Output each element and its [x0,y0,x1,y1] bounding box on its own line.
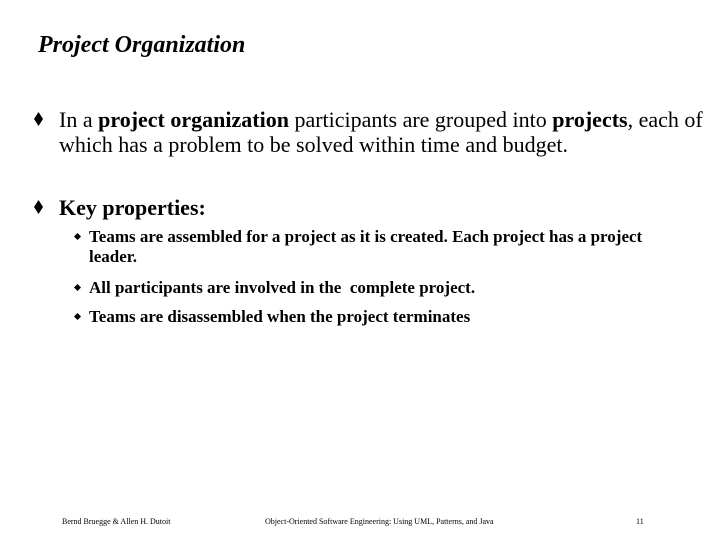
bullet-text: In a project organization participants are grouped into projects, each of which has a problem to be solved within time and budget. [59,107,703,157]
footer-book-title: Object-Oriented Software Engineering: Using UML, Patterns, and Java [265,517,494,526]
square-bullet-icon [74,284,81,291]
subbullet-text: All participants are involved in the complete project. [89,278,476,297]
square-bullet-icon [74,313,81,320]
footer-authors: Bernd Bruegge & Allen H. Dutoit [62,517,171,526]
diamond-bullet-icon [34,200,43,214]
subbullet-text: Teams are disassembled when the project terminates [89,307,471,326]
slide-title: Project Organization [38,32,246,58]
footer-page-number: 11 [636,517,644,526]
square-bullet-icon [74,233,81,240]
subbullet-text: Teams are assembled for a project as it is created. Each project has a project leader. [89,227,643,266]
diamond-bullet-icon [34,112,43,126]
bullet-text: Key properties: [59,195,206,220]
